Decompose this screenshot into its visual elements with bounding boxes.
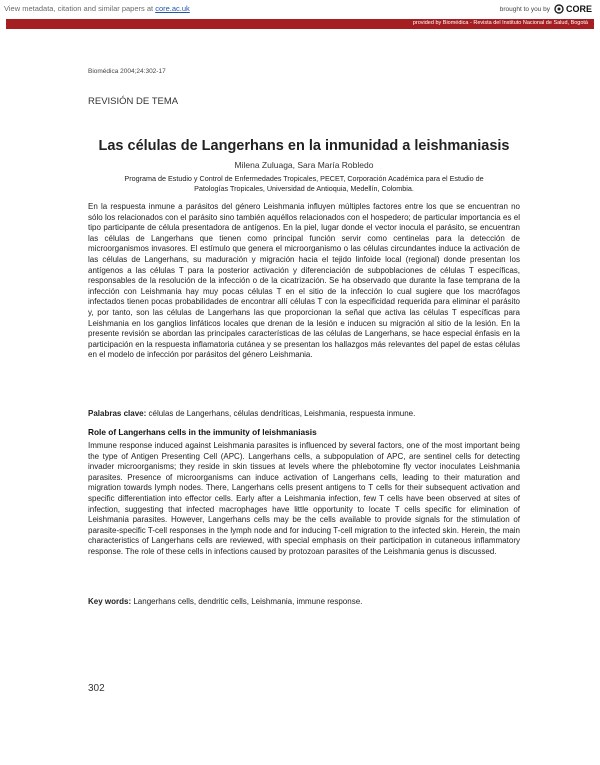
english-title: Role of Langerhans cells in the immunity of leishmaniasis	[88, 427, 317, 437]
core-logo[interactable]	[554, 4, 592, 14]
view-metadata-text: View metadata, citation and similar papers at	[4, 4, 154, 13]
top-banner	[0, 0, 600, 36]
author-affiliation: Programa de Estudio y Control de Enfermedades Tropicales, PECET, Corporación Académica para el Estudio de Patologías Tropicales, Universidad de Antioquia, Medellín, Colombia.	[124, 174, 484, 193]
keywords-english	[88, 597, 520, 606]
abstract-english: Immune response induced against Leishmania parasites is influenced by several factors, one of the most important being the type of Antigen Presenting Cell (APC). Langerhans cells, a subpopulation of APC, are sentinel cells for detecting invader microorganisms; they reside in skin tissues at levels where the phlebotomine fly vector inoculates Leishmania parasites. Presence of microorganisms can induce activation of Langerhans cells, leading to their maturation and migration towards lymph nodes. There, Langerhans cells present antigens to T cells for their subsequent activation and specific differentiation into effector cells. Early after a Leishmania infection, few T cells have been observed at sites of infection, suggesting that infected macrophages have little opportunity to locate T cells specific for elimination of Leishmania parasites. However, Langerhans cells may be the cells available to provide signals for the stimulation of parasite-specific T-cell responses in the lymph node and for inducing T-cell migration to the infected skin. Herein, the main characteristics of Langerhans cells are reviewed, with special emphasis on their participation in cutaneous inflammatory response. The role of these cells in infections caused by protozoan parasites of the Leishmania genus is discussed.	[88, 441, 520, 556]
core-logo-text: CORE	[565, 4, 592, 14]
view-metadata-notice	[4, 4, 190, 13]
provided-by-text: provided by Biomédica - Revista del Instituto Nacional de Salud, Bogotá	[412, 20, 588, 26]
article-title: Las células de Langerhans en la inmunidad a leishmaniasis	[98, 138, 510, 154]
section-label: REVISIÓN DE TEMA	[88, 96, 179, 107]
keywords-english-label: Key words:	[88, 597, 132, 606]
core-logo-icon	[554, 4, 564, 14]
keywords-spanish-list: células de Langerhans, células dendríticas, Leishmania, respuesta inmune.	[148, 409, 416, 418]
brought-to-you[interactable]	[500, 4, 592, 14]
brought-to-you-text: brought to you by	[499, 5, 550, 13]
keywords-spanish	[88, 409, 520, 418]
keywords-english-list: Langerhans cells, dendritic cells, Leishmania, immune response.	[133, 597, 363, 606]
page-number: 302	[88, 683, 105, 694]
provided-by-bar[interactable]	[6, 19, 594, 29]
article-page	[88, 68, 520, 694]
journal-reference: Biomédica 2004;24:302-17	[88, 68, 166, 75]
keywords-spanish-label: Palabras clave:	[88, 409, 147, 418]
article-authors: Milena Zuluaga, Sara María Robledo	[234, 160, 374, 170]
abstract-spanish: En la respuesta inmune a parásitos del género Leishmania influyen múltiples factores entre los que se encuentran no sólo los relacionados con el parásito sino también aquéllos relacionados con el hospedero; de particular importancia es el tipo participante de célula presentadora de antígenos. En la piel, lugar donde el vector inocula el parásito, se encuentran las células de Langerhans que tienen como principal función servir como centinelas para la detección de microorganismos invasores. El estímulo que genera el microorganismo o las células circundantes induce la activación de las células de Langerhans, su maduración y migración hacia el tejido linfoide local (regional) donde presentan los antígenos a las células T para la posterior activación y diferenciación de subpoblaciones de células T específicas, responsables de la resolución de la infección o de la cicatrización. Se ha observado que durante la fase temprana de la infección con Leishmania hay muy pocas células T en el sitio de la infección lo cual sugiere que los macrófagos infectados tienen pocas probabilidades de encontrar allí células T con la especificidad requerida para eliminar el parásito y, por tanto, son las células de Langerhans las que proporcionan la señal que activa las células T específicas para Leishmania en los ganglios linfáticos locales que drenan de la lesión e inducen su migración al sitio de la lesión. En la presente revisión se abordan las principales características de las células de Langerhans, se hace especial énfasis en la participación en la respuesta inflamatoria cutánea y se presentan los hallazgos más relevantes del papel de estas células en el modelo de infección por parásitos del género Leishmania.	[88, 202, 520, 360]
core-link[interactable]: core.ac.uk	[155, 4, 190, 13]
